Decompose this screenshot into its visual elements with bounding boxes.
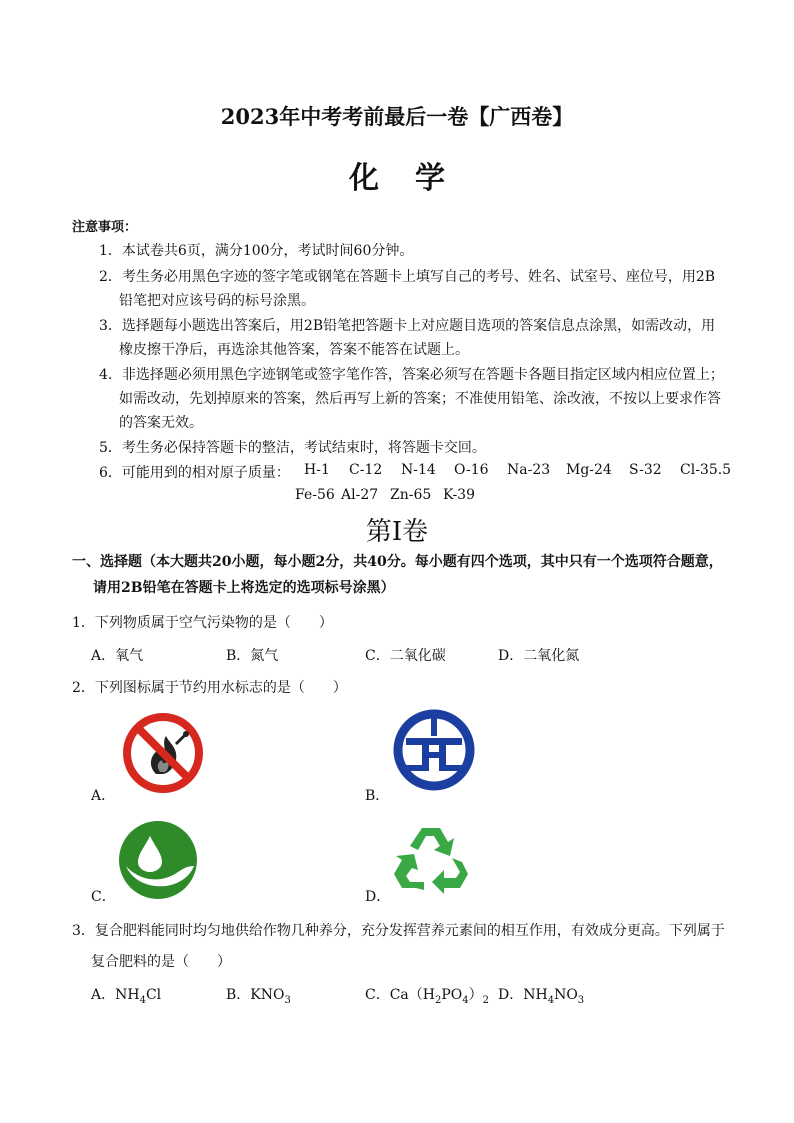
notice-item-3-line2: 橡皮擦干净后，再选涂其他答案，答案不能答在试题上。 [119, 342, 469, 358]
question-3-option-b: B．$KNO_3$ [226, 987, 291, 1006]
notice-item-6-label: 6．可能用到的相对原子质量： [99, 465, 290, 481]
notice-item-4-line2: 如需改动，先划掉原来的答案，然后再写上新的答案；不准使用铅笔、涂改液，不按以上要求作答 [119, 391, 721, 407]
subject-title: 化学 [349, 161, 481, 196]
notice-item-2-line2: 铅笔把对应该号码的标号涂黑。 [119, 293, 315, 309]
notice-item-2-line1: 2．考生务必用黑色字迹的签字笔或钢笔在答题卡上填写自己的考号、姓名、试室号、座位号，用2B [99, 269, 716, 285]
question-2-option-a-label: A． [91, 788, 116, 804]
notice-item-1: 1．本试卷共6页，满分100分，考试时间60分钟。 [99, 243, 414, 259]
question-3-stem-line2: 复合肥料的是（ ） [91, 954, 231, 970]
question-3-option-a: A．$NH_4Cl$ [91, 987, 162, 1006]
atomic-mass-cl: Cl-35.5 [680, 462, 732, 478]
notice-heading: 注意事项： [72, 220, 138, 235]
notice-item-5: 5．考生务必保持答题卡的整洁，考试结束时，将答题卡交回。 [99, 440, 486, 456]
section-1-instructions-line1: 一、选择题（本大题共20小题，每小题2分，共40分。每小题有四个选项，其中只有一个选项符合题意， [72, 554, 723, 570]
atomic-mass-al: Al-27 [341, 487, 379, 503]
atomic-mass-h: H-1 [304, 462, 330, 478]
question-2-option-c-label: C． [91, 889, 116, 905]
atomic-mass-zn: Zn-65 [390, 487, 432, 503]
question-1-stem: 1．下列物质属于空气污染物的是（ ） [72, 615, 333, 631]
water-saving-icon [118, 820, 198, 900]
atomic-mass-na: Na-23 [507, 462, 551, 478]
question-1-option-b: B．氮气 [226, 648, 279, 664]
atomic-mass-n: N-14 [401, 462, 436, 478]
question-1-option-d: D．二氧化氮 [498, 648, 580, 664]
atomic-mass-s: S-32 [629, 462, 662, 478]
notice-item-3-line1: 3．选择题每小题选出答案后，用2B铅笔把答题卡上对应题目选项的答案信息点涂黑，如需改动，用 [99, 318, 716, 334]
volume-heading: 第Ⅰ卷 [365, 517, 429, 547]
question-2-option-d-label: D． [365, 889, 391, 905]
section-1-instructions-line2: 请用2B铅笔在答题卡上将选定的选项标号涂黑） [93, 580, 395, 596]
question-1-option-a: A．氧气 [91, 648, 144, 664]
notice-item-4-line3: 的答案无效。 [119, 415, 203, 431]
question-3-option-d: D．$NH_4NO_3$ [498, 987, 585, 1006]
question-3-option-c: C．$Ca(H_2PO_4)_2$ [365, 987, 490, 1006]
atomic-mass-o: O-16 [454, 462, 489, 478]
atomic-mass-c: C-12 [349, 462, 383, 478]
no-fire-icon [120, 710, 206, 796]
exam-title: 2023年中考考前最后一卷【广西卷】 [220, 104, 574, 129]
question-2-option-b-label: B． [365, 788, 390, 804]
question-3-stem-line1: 3．复合肥料能同时均匀地供给作物几种养分，充分发挥营养元素间的相互作用，有效成分更高。下列属于 [72, 923, 725, 939]
question-1-option-c: C．二氧化碳 [365, 648, 446, 664]
notice-item-4-line1: 4．非选择题必须用黑色字迹钢笔或签字笔作答，答案必须写在答题卡各题目指定区域内相应位置上； [99, 367, 724, 383]
atomic-mass-mg: Mg-24 [566, 462, 612, 478]
question-2-stem: 2．下列图标属于节约用水标志的是（ ） [72, 680, 347, 696]
atomic-mass-fe: Fe-56 [295, 487, 335, 503]
recycle-icon [392, 822, 472, 896]
energy-saving-icon [392, 708, 476, 792]
atomic-mass-k: K-39 [443, 487, 475, 503]
